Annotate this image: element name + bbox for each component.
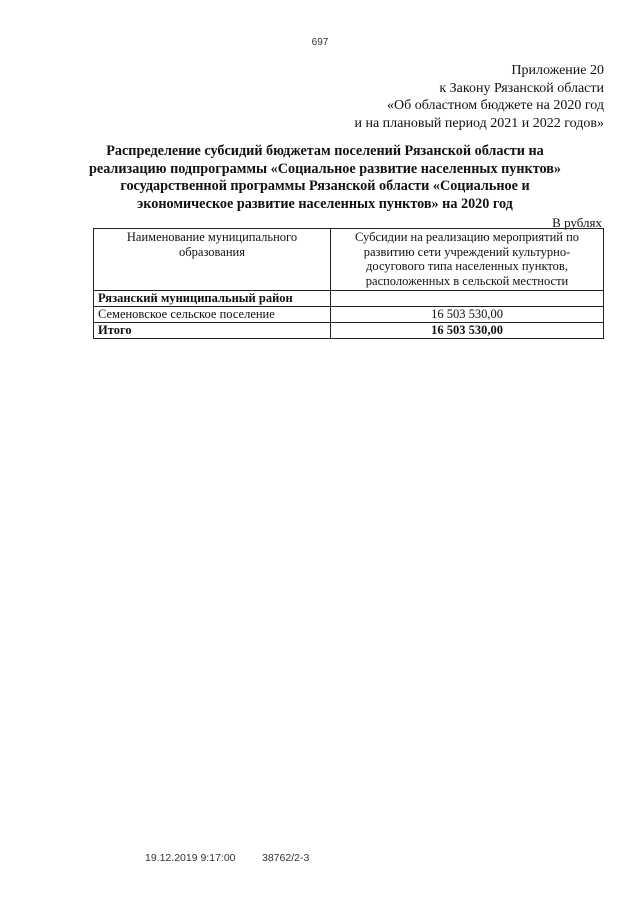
document-title [80, 143, 570, 213]
units-label: В рублях [552, 215, 602, 230]
footer-date: 19.12.2019 9:17:00 [145, 852, 236, 864]
header-municipality: Наименование муниципального образования [94, 229, 331, 291]
table-row-district [94, 291, 604, 307]
table-row [94, 307, 604, 323]
title-line-1: Распределение субсидий бюджетам поселений Рязанской области на [106, 143, 544, 159]
title-line-4: экономическое развитие населенных пунктов» на 2020 год [137, 195, 513, 212]
settlement-name: Семеновское сельское поселение [94, 307, 331, 323]
district-value [331, 291, 604, 307]
table-row-total [94, 323, 604, 339]
title-line-2: реализацию подпрограммы «Социальное развитие населенных пунктов» [89, 160, 561, 177]
subsidy-table [93, 228, 604, 339]
appendix-header [284, 62, 604, 132]
title-line-3: государственной программы Рязанской области «Социальное и [120, 178, 530, 195]
appendix-line-1: Приложение 20 [511, 63, 604, 78]
total-label: Итого [94, 323, 331, 339]
header-subsidy: Субсидии на реализацию мероприятий по развитию сети учреждений культурно-досугового типа населенных пунктов, расположенных в сельской местности [331, 229, 604, 291]
footer-code: 38762/2-3 [262, 852, 310, 864]
appendix-line-4: и на плановый период 2021 и 2022 годов» [354, 115, 604, 131]
settlement-value: 16 503 530,00 [331, 307, 604, 323]
table-header-row [94, 229, 604, 291]
district-name: Рязанский муниципальный район [94, 291, 331, 307]
page-number: 697 [311, 37, 329, 48]
total-value: 16 503 530,00 [331, 323, 604, 339]
appendix-line-2: к Закону Рязанской области [439, 80, 604, 96]
appendix-line-3: «Об областном бюджете на 2020 год [387, 98, 604, 113]
